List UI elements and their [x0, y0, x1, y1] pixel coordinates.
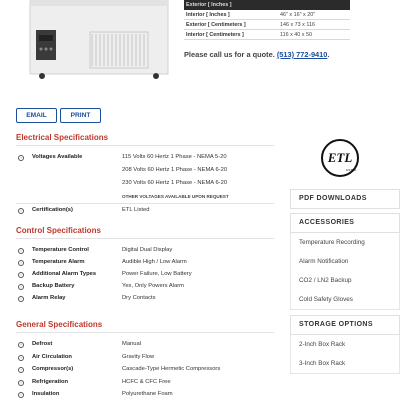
spec-value: Dry Contacts: [122, 295, 156, 301]
chevron-right-icon: ›: [18, 208, 24, 214]
chevron-right-icon: ›: [18, 355, 24, 361]
spec-label: Refrigeration: [32, 379, 69, 385]
dimension-value: 116 x 40 x 50: [280, 32, 312, 38]
spec-value: 208 Volts 60 Hertz 1 Phase - NEMA 6-20: [122, 167, 228, 173]
sidebar-item-2-inch-box-rack[interactable]: 2-Inch Box Rack: [290, 335, 400, 355]
chevron-right-icon: ›: [18, 296, 24, 302]
spec-row: [16, 293, 274, 304]
spec-label: Voltages Available: [32, 154, 83, 160]
spec-row: [16, 152, 274, 163]
spec-value: 230 Volts 60 Hertz 1 Phase - NEMA 6-20: [122, 180, 228, 186]
spec-value: Gravity Flow: [122, 354, 155, 360]
dimensions-row: [184, 30, 350, 40]
spec-value: Polyurethane Foam: [122, 391, 173, 397]
caster-wheel: [39, 73, 45, 79]
chevron-right-icon: ›: [18, 380, 24, 386]
spec-value: HCFC & CFC Free: [122, 379, 171, 385]
quote-message: [184, 50, 329, 59]
spec-row: [16, 377, 274, 388]
sidebar-item-temperature-recording[interactable]: Temperature Recording: [290, 233, 400, 253]
spec-label: Additional Alarm Types: [32, 271, 97, 277]
quote-end: .: [327, 50, 330, 59]
spec-label: Air Circulation: [32, 354, 72, 360]
spec-label: Alarm Relay: [32, 295, 66, 301]
spec-row: [16, 281, 274, 292]
sidebar-item-cold-safety-gloves[interactable]: Cold Safety Gloves: [290, 290, 400, 310]
dimension-value: 46" x 16" x 20": [280, 12, 316, 18]
dimension-value: 146 x 73 x 116: [280, 22, 315, 28]
spec-label: Certification(s): [32, 207, 73, 213]
chevron-right-icon: ›: [18, 367, 24, 373]
spec-value: Power Failure, Low Battery: [122, 271, 192, 277]
spec-row: [16, 364, 274, 375]
spec-value: 115 Volts 60 Hertz 1 Phase - NEMA 5-20: [122, 154, 227, 160]
accessories-header: ACCESSORIES: [290, 213, 400, 233]
sidebar-item-alarm-notification[interactable]: Alarm Notification: [290, 252, 400, 272]
spec-label: Temperature Alarm: [32, 259, 85, 265]
etl-logo-text: ETL: [327, 150, 353, 165]
dimensions-row: [184, 20, 350, 30]
spec-row: [16, 205, 274, 216]
dimension-label: Interior [ Centimeters ]: [186, 32, 244, 38]
dimension-label: Interior [ Inches ]: [186, 12, 230, 18]
dimensions-row: [184, 10, 350, 20]
spec-row: [16, 269, 274, 280]
sidebar-item-3-inch-box-rack[interactable]: 3-Inch Box Rack: [290, 354, 400, 374]
etl-listed-logo: [320, 138, 360, 178]
spec-row: [16, 191, 274, 202]
spec-value: Audible High / Low Alarm: [122, 259, 187, 265]
chevron-right-icon: ›: [18, 342, 24, 348]
spec-label: Temperature Control: [32, 247, 89, 253]
chevron-right-icon: ›: [18, 260, 24, 266]
chevron-right-icon: ›: [18, 272, 24, 278]
divider: [16, 238, 274, 239]
chevron-right-icon: ›: [18, 155, 24, 161]
spec-value: ETL Listed: [122, 207, 150, 213]
spec-row: [16, 339, 274, 350]
spec-label: Insulation: [32, 391, 60, 397]
dimension-value: [280, 0, 350, 10]
control-panel: [36, 30, 56, 60]
spec-label: Defrost: [32, 341, 53, 347]
email-button[interactable]: EMAIL: [16, 108, 57, 123]
quote-text: Please call us for a quote.: [184, 50, 275, 59]
storage-options-header: STORAGE OPTIONS: [290, 315, 400, 335]
spec-row: [16, 178, 274, 189]
dimensions-table: [184, 0, 350, 40]
caster-wheel: [153, 73, 159, 79]
pdf-downloads-header[interactable]: PDF DOWNLOADS: [290, 189, 400, 209]
chevron-right-icon: ›: [18, 392, 24, 398]
spec-row: [16, 245, 274, 256]
spec-row: [16, 165, 274, 176]
spec-value: Manual: [122, 341, 142, 347]
spec-value: Yes, Only Powers Alarm: [122, 283, 184, 289]
control-specs-title: Control Specifications: [16, 226, 101, 235]
product-image: [28, 0, 170, 80]
spec-label: Compressor(s): [32, 366, 74, 372]
spec-row: [16, 257, 274, 268]
spec-row: [16, 352, 274, 363]
divider: [16, 332, 274, 333]
etl-logo-small: LISTED: [345, 168, 357, 172]
spec-note: OTHER VOLTAGES AVAILABLE UPON REQUEST: [122, 194, 229, 199]
chevron-right-icon: ›: [18, 284, 24, 290]
general-specs-title: General Specifications: [16, 320, 103, 329]
chevron-right-icon: ›: [18, 248, 24, 254]
phone-link[interactable]: (513) 772-9410: [276, 50, 328, 59]
sidebar-item-co2-ln2-backup[interactable]: CO2 / LN2 Backup: [290, 271, 400, 291]
dimension-label: Exterior [ Inches ]: [186, 2, 232, 8]
spec-label: Backup Battery: [32, 283, 75, 289]
dimension-label: Exterior [ Centimeters ]: [186, 22, 246, 28]
spec-value: Cascade-Type Hermetic Compressors: [122, 366, 221, 372]
divider: [16, 203, 274, 204]
spec-value: Digital Dual Display: [122, 247, 173, 253]
electrical-specs-title: Electrical Specifications: [16, 133, 109, 142]
spec-row: [16, 389, 274, 400]
divider: [16, 145, 274, 146]
print-button[interactable]: PRINT: [60, 108, 101, 123]
dimensions-row: [184, 0, 350, 10]
